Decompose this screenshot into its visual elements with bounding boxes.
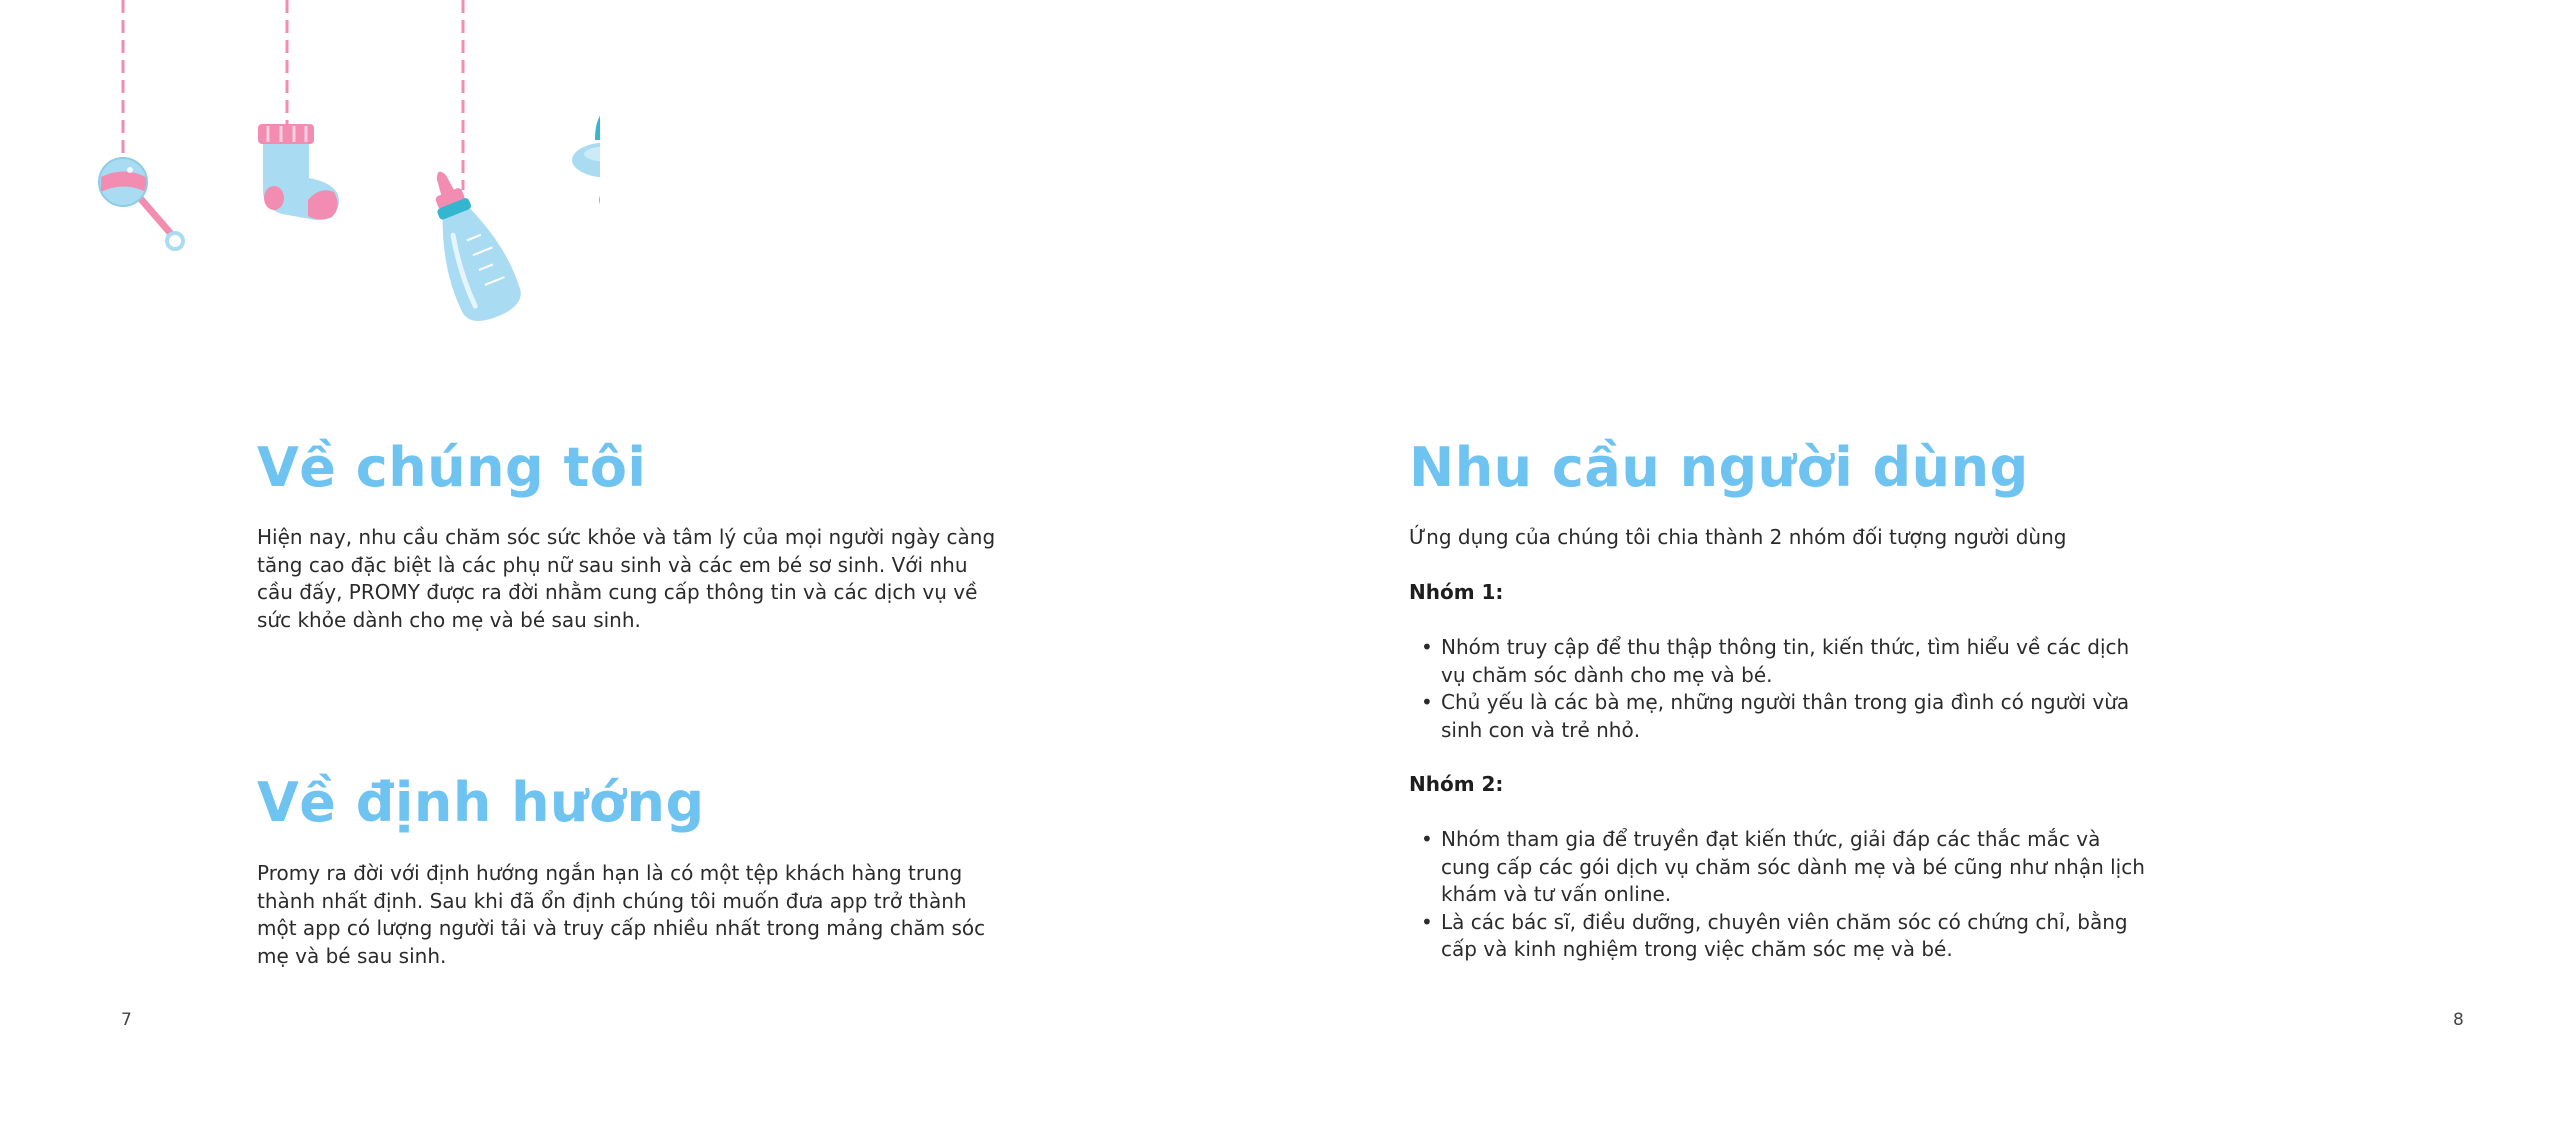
baby-sock-icon [258, 0, 339, 220]
page-number-left: 7 [121, 1010, 132, 1030]
direction-paragraph: Promy ra đời với định hướng ngắn hạn là có một tệp khách hàng trung thành nhất định. Sau khi đã ổn định chúng tôi muốn đưa app trở thành một app có lượng người tải và truy cấp nhiều nhất trong mảng chăm sóc mẹ và bé sau sinh. [257, 861, 986, 968]
list-item: • Là các bác sĩ, điều dưỡng, chuyên viên chăm sóc có chứng chỉ, bằng cấp và kinh nghiệm trong việc chăm sóc mẹ và bé. [1409, 909, 2149, 964]
pacifier-icon [572, 0, 600, 210]
hanging-baby-decorations [0, 0, 600, 340]
list-item: • Nhóm truy cập để thu thập thông tin, kiến thức, tìm hiểu về các dịch vụ chăm sóc dành cho mẹ và bé. [1409, 634, 2149, 689]
group-2-label: Nhóm 2: [1409, 772, 1504, 796]
user-needs-heading: Nhu cầu người dùng [1409, 436, 2029, 499]
list-item: • Chủ yếu là các bà mẹ, những người thân trong gia đình có người vừa sinh con và trẻ nhỏ. [1409, 689, 2149, 744]
user-needs-intro: Ứng dụng của chúng tôi chia thành 2 nhóm đối tượng người dùng [1409, 525, 2067, 549]
page-number-right: 8 [2453, 1010, 2464, 1030]
group-2-list [1409, 826, 2149, 964]
group-1-list [1409, 634, 2149, 744]
baby-rattle-icon [99, 0, 183, 249]
right-page [1280, 0, 2560, 1138]
baby-bottle-icon [410, 0, 527, 328]
direction-heading: Về định hướng [257, 771, 705, 834]
about-us-paragraph: Hiện nay, nhu cầu chăm sóc sức khỏe và tâm lý của mọi người ngày càng tăng cao đặc biệt là các phụ nữ sau sinh và các em bé sơ sinh. Với nhu cầu đấy, PROMY được ra đời nhằm cung cấp thông tin và các dịch vụ về sức khỏe dành cho mẹ và bé sau sinh. [257, 525, 996, 632]
group-1-label: Nhóm 1: [1409, 580, 1504, 604]
list-item: • Nhóm tham gia để truyền đạt kiến thức, giải đáp các thắc mắc và cung cấp các gói dịch vụ chăm sóc dành mẹ và bé cũng như nhận lịch khám và tư vấn online. [1409, 826, 2149, 909]
about-us-heading: Về chúng tôi [257, 436, 647, 499]
